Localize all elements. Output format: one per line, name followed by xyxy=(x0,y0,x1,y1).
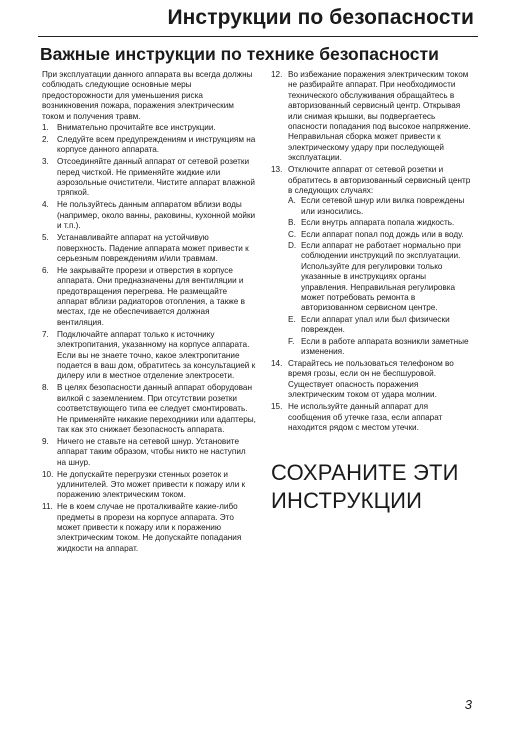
list-item xyxy=(42,470,257,501)
sub-item-letter: E. xyxy=(288,314,296,324)
sub-list-item xyxy=(288,196,471,217)
sub-item-letter: C. xyxy=(288,229,297,239)
item-number: 5. xyxy=(42,233,49,243)
item-text: Старайтесь не пользоваться телефоном во время грозы, если он не беспшуровой. Существует опасность поражения электрическим током от удара молнии. xyxy=(288,358,454,400)
list-item xyxy=(42,330,257,382)
item-text: Не в коем случае не проталкивайте какие-либо предметы в прорези на корпусе аппарата. Это может привести к пожару или к поражению электрическим током. Не допускайте попадания жидкости на аппарат. xyxy=(57,502,242,553)
sub-item-letter: F. xyxy=(288,336,295,346)
page-number: 3 xyxy=(464,697,472,712)
intro-paragraph: При эксплуатации данного аппарата вы всегда должны соблюдать следующие основные меры предосторожности для уменьшения риска возникновения пожара, поражения электрическим током и получения травм. xyxy=(42,70,253,121)
list-item xyxy=(42,502,257,554)
item-number: 7. xyxy=(42,329,49,339)
sub-item-text: Если аппарат попал под дождь или в воду. xyxy=(301,229,464,239)
section-title: Важные инструкции по технике безопасности xyxy=(40,44,439,64)
left-column xyxy=(42,70,257,556)
list-item xyxy=(271,165,471,357)
item-text: Следуйте всем предупреждениям и инструкциям на корпусе данного аппарата. xyxy=(57,134,256,155)
item-number: 3. xyxy=(42,157,49,167)
item-text: Отсоединяйте данный аппарат от сетевой розетки перед чисткой. Не применяйте жидкие или аэрозольные очистители. Чистите аппарат влажной тряпкой. xyxy=(57,157,256,198)
list-item xyxy=(42,437,257,468)
list-item xyxy=(42,135,257,156)
list-item xyxy=(271,359,471,401)
save-line-2: ИНСТРУКЦИИ xyxy=(271,488,423,514)
item-number: 14. xyxy=(271,358,283,368)
list-item xyxy=(271,70,471,164)
list-item xyxy=(42,383,257,435)
sub-item-text: Если аппарат не работает нормально при соблюдении инструкций по эксплуатации. Используйте для регулировки только указанные в инструкциях органы управления. Неправильная регулировка может потребовать ремонта в авторизованном сервисном центре. xyxy=(301,241,461,313)
item-text: Не используйте данный аппарат для сообщения об утечке газа, если аппарат находится рядом с местом утечки. xyxy=(288,402,443,432)
item-number: 12. xyxy=(271,70,283,79)
list-item xyxy=(42,266,257,328)
item-text: Не закрывайте прорези и отверстия в корпусе аппарата. Они предназначены для вентиляции и предотвращения перегрева. Не размещайте аппарат вблизи радиаторов отопления, а также в местах, где не обеспечивается должная вентиляция. xyxy=(57,265,245,327)
header-rule xyxy=(38,36,478,37)
list-item xyxy=(42,200,257,231)
item-number: 4. xyxy=(42,200,49,210)
sub-list-item xyxy=(288,315,471,336)
item-text: Подключайте аппарат только к источнику электропитания, указанному на корпусе аппарата. Если вы не знаете точно, какое электропитание подается в ваш дом, обратитесь за консультацией к дилеру или в местное отделение электросети. xyxy=(57,329,256,381)
item-number: 13. xyxy=(271,165,283,175)
item-text: Во избежание поражения электрическим током не разбирайте аппарат. При необходимости технического обслуживания обращайтесь в авторизованный сервисный центр. Открывая или снимая крышки, вы подвергаетесь опасности попадания под высокое напряжение. Неправильная сборка может привести к электрическому удару при последующей эксплуатации. xyxy=(288,70,471,163)
instruction-list-right xyxy=(271,70,471,433)
save-line-1: СОХРАНИТЕ ЭТИ xyxy=(271,460,459,486)
list-item xyxy=(42,233,257,264)
item-text: Устанавливайте аппарат на устойчивую поверхность. Падение аппарата может привести к серьезным повреждениям и/или травмам. xyxy=(57,233,249,263)
sub-item-letter: D. xyxy=(288,241,297,250)
sub-item-letter: A. xyxy=(288,196,296,206)
sub-list xyxy=(288,196,471,357)
item-number: 9. xyxy=(42,436,49,446)
list-item xyxy=(271,402,471,433)
item-text: Внимательно прочитайте все инструкции. xyxy=(57,123,216,133)
item-number: 11. xyxy=(42,502,53,512)
item-text: Отключите аппарат от сетевой розетки и обратитесь в авторизованный сервисный центр в следующих случаях: xyxy=(288,165,471,195)
sub-item-text: Если в работе аппарата возникли заметные изменения. xyxy=(301,336,469,357)
item-number: 6. xyxy=(42,265,49,275)
right-column xyxy=(271,70,471,515)
header-title: Инструкции по безопасности xyxy=(167,6,474,29)
instruction-list-left xyxy=(42,123,257,554)
list-item xyxy=(42,157,257,199)
sub-list-item xyxy=(288,230,471,240)
item-number: 15. xyxy=(271,402,283,412)
sub-list-item xyxy=(288,218,471,228)
item-number: 2. xyxy=(42,134,49,144)
item-number: 8. xyxy=(42,383,49,393)
save-instructions-heading xyxy=(271,459,471,515)
item-number: 1. xyxy=(42,123,49,133)
item-text: Не пользуйтесь данным аппаратом вблизи воды (например, около ванны, раковины, кухонной мойки и т.п.). xyxy=(57,200,256,231)
item-text: В целях безопасности данный аппарат оборудован вилкой с заземлением. При отсутствии розетки соответствующего типа ее следует смонтировать. Не применяйте никакие переходники или адаптеры, так как это снижает безопасность аппарата. xyxy=(57,383,256,434)
item-text: Не допускайте перегрузки стенных розеток и удлинителей. Это может привести к пожару или к поражению электрическим током. xyxy=(57,469,246,500)
sub-list-item xyxy=(288,241,471,314)
item-text: Ничего не ставьте на сетевой шнур. Установите аппарат таким образом, чтобы никто не наступил на шнур. xyxy=(57,436,246,467)
item-number: 10. xyxy=(42,469,54,479)
list-item xyxy=(42,123,257,133)
sub-item-text: Если внутрь аппарата попала жидкость. xyxy=(301,218,455,228)
sub-item-letter: B. xyxy=(288,218,296,228)
sub-item-text: Если аппарат упал или был физически поврежден. xyxy=(301,314,450,335)
sub-item-text: Если сетевой шнур или вилка повреждены или износились. xyxy=(301,196,465,216)
sub-list-item xyxy=(288,337,471,358)
